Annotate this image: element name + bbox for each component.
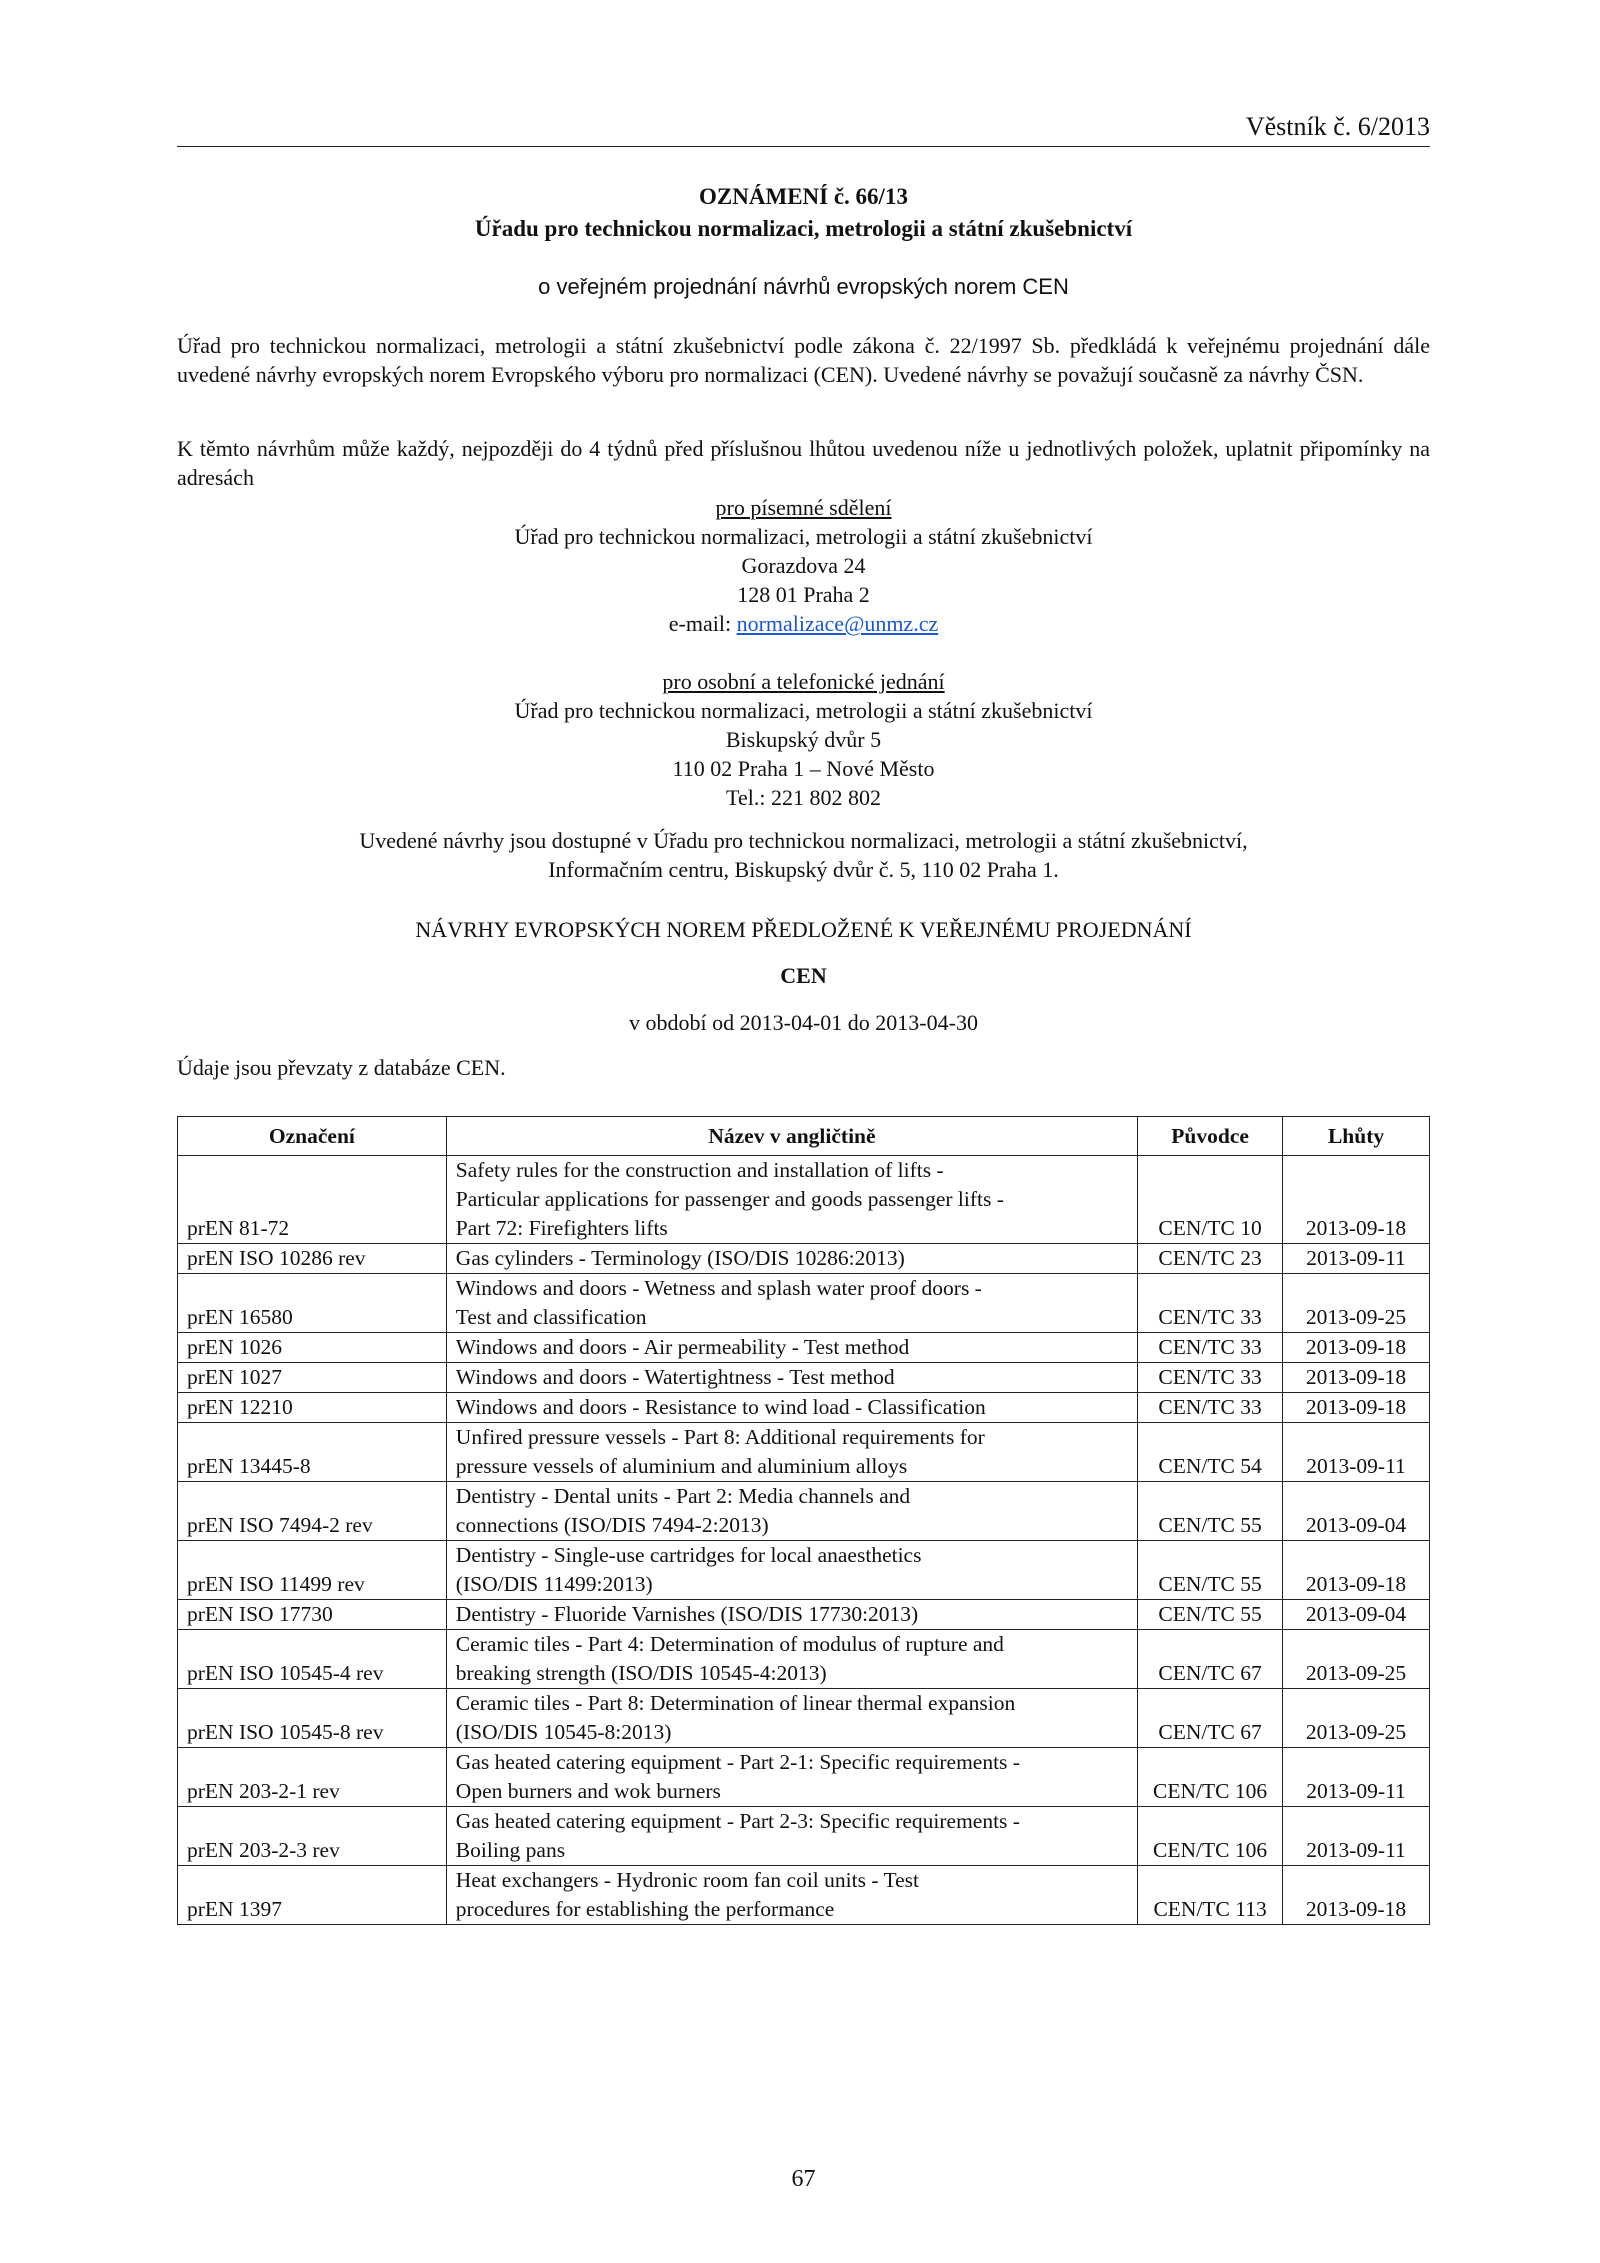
email-label: e-mail:: [668, 611, 737, 636]
intro-paragraph: Úřad pro technickou normalizaci, metrologii a státní zkušebnictví podle zákona č. 22/1997 Sb. předkládá k veřejnému projednání dále uvedené návrhy evropských norem Evropského výboru pro normalizaci (CEN). Uvedené návrhy se považují současně za návrhy ČSN.: [177, 333, 1430, 387]
written-contact-heading-text: pro písemné sdělení: [715, 495, 892, 520]
personal-address-line: Úřad pro technickou normalizaci, metrologii a státní zkušebnictví: [514, 698, 1093, 723]
notice-subtitle: Úřadu pro technickou normalizaci, metrologii a státní zkušebnictví: [474, 216, 1133, 241]
title-line: Windows and doors - Wetness and splash water proof doors -: [455, 1276, 982, 1300]
cell-english-title: [446, 1541, 1137, 1600]
personal-address-line: 110 02 Praha 1 – Nové Město: [672, 756, 935, 781]
table-row: [178, 1333, 1430, 1363]
cell-originator: CEN/TC 10: [1138, 1156, 1283, 1244]
table-row: [178, 1630, 1430, 1689]
comments-paragraph: K těmto návrhům může každý, nejpozději do 4 týdnů před příslušnou lhůtou uvedenou níže u jednotlivých položek, uplatnit připomínky na adresách: [177, 436, 1430, 490]
cell-deadline: 2013-09-04: [1283, 1600, 1430, 1630]
title-line: Ceramic tiles - Part 8: Determination of linear thermal expansion: [455, 1691, 1016, 1715]
cell-deadline: 2013-09-18: [1283, 1541, 1430, 1600]
cell-originator: CEN/TC 23: [1138, 1244, 1283, 1274]
table-row: [178, 1689, 1430, 1748]
cell-deadline: 2013-09-11: [1283, 1423, 1430, 1482]
cell-designation: prEN 12210: [178, 1393, 447, 1423]
cell-deadline: 2013-09-11: [1283, 1807, 1430, 1866]
cell-designation: prEN ISO 7494-2 rev: [178, 1482, 447, 1541]
title-line: Part 72: Firefighters lifts: [455, 1216, 668, 1240]
cell-designation: prEN ISO 17730: [178, 1600, 447, 1630]
cell-english-title: [446, 1156, 1137, 1244]
table-row: [178, 1600, 1430, 1630]
cell-designation: prEN ISO 11499 rev: [178, 1541, 447, 1600]
section-org: CEN: [780, 963, 827, 988]
personal-contact-heading: [177, 667, 1430, 696]
title-line: Gas heated catering equipment - Part 2-1: Specific requirements -: [455, 1750, 1020, 1774]
cell-originator: CEN/TC 67: [1138, 1630, 1283, 1689]
email-link[interactable]: normalizace@unmz.cz: [736, 611, 939, 636]
cell-deadline: 2013-09-18: [1283, 1866, 1430, 1925]
table-row: [178, 1866, 1430, 1925]
cell-english-title: [446, 1807, 1137, 1866]
table-header-row: [178, 1117, 1430, 1156]
cell-designation: prEN 13445-8: [178, 1423, 447, 1482]
notice-about: o veřejném projednání návrhů evropských norem CEN: [538, 274, 1069, 299]
cell-originator: CEN/TC 106: [1138, 1748, 1283, 1807]
personal-contact-heading-text: pro osobní a telefonické jednání: [662, 669, 945, 694]
personal-phone-line: Tel.: 221 802 802: [726, 785, 881, 810]
cell-deadline: 2013-09-11: [1283, 1748, 1430, 1807]
title-line: Gas cylinders - Terminology (ISO/DIS 10286:2013): [455, 1246, 905, 1270]
title-line: Particular applications for passenger and goods passenger lifts -: [455, 1187, 1004, 1211]
cell-english-title: [446, 1423, 1137, 1482]
availability-line: Informačním centru, Biskupský dvůr č. 5, 110 02 Praha 1.: [548, 857, 1059, 882]
title-line: Dentistry - Dental units - Part 2: Media channels and: [455, 1484, 911, 1508]
table-body: [178, 1156, 1430, 1925]
column-header-deadline: Lhůty: [1283, 1117, 1430, 1156]
cell-designation: prEN 1397: [178, 1866, 447, 1925]
written-address-line: Gorazdova 24: [741, 553, 866, 578]
table-row: [178, 1482, 1430, 1541]
cell-english-title: [446, 1866, 1137, 1925]
cell-originator: CEN/TC 33: [1138, 1274, 1283, 1333]
table-row: [178, 1541, 1430, 1600]
cell-english-title: [446, 1363, 1137, 1393]
cell-originator: CEN/TC 33: [1138, 1333, 1283, 1363]
data-source-note: Údaje jsou převzaty z databáze CEN.: [177, 1055, 506, 1080]
column-header-designation: Označení: [178, 1117, 447, 1156]
title-line: procedures for establishing the performance: [455, 1897, 835, 1921]
written-email-line: [177, 609, 1430, 638]
title-line: Unfired pressure vessels - Part 8: Additional requirements for: [455, 1425, 985, 1449]
cell-designation: prEN 81-72: [178, 1156, 447, 1244]
cell-english-title: [446, 1689, 1137, 1748]
cell-deadline: 2013-09-25: [1283, 1274, 1430, 1333]
cell-originator: CEN/TC 55: [1138, 1541, 1283, 1600]
cell-deadline: 2013-09-04: [1283, 1482, 1430, 1541]
written-address-line: 128 01 Praha 2: [737, 582, 870, 607]
cell-originator: CEN/TC 54: [1138, 1423, 1283, 1482]
notice-title: OZNÁMENÍ č. 66/13: [699, 184, 908, 209]
cell-originator: CEN/TC 33: [1138, 1393, 1283, 1423]
cell-english-title: [446, 1333, 1137, 1363]
table-row: [178, 1363, 1430, 1393]
cell-originator: CEN/TC 55: [1138, 1600, 1283, 1630]
title-line: Boiling pans: [455, 1838, 566, 1862]
page-number: 67: [791, 2166, 816, 2192]
document-page: [177, 0, 1430, 2263]
cell-originator: CEN/TC 67: [1138, 1689, 1283, 1748]
cell-deadline: 2013-09-18: [1283, 1363, 1430, 1393]
cell-english-title: [446, 1748, 1137, 1807]
cell-originator: CEN/TC 113: [1138, 1866, 1283, 1925]
title-line: Dentistry - Fluoride Varnishes (ISO/DIS 17730:2013): [455, 1602, 919, 1626]
title-line: Open burners and wok burners: [455, 1779, 721, 1803]
title-line: Gas heated catering equipment - Part 2-3: Specific requirements -: [455, 1809, 1020, 1833]
title-line: Safety rules for the construction and installation of lifts -: [455, 1158, 944, 1182]
cell-deadline: 2013-09-18: [1283, 1156, 1430, 1244]
journal-issue: Věstník č. 6/2013: [1245, 112, 1430, 141]
cell-english-title: [446, 1244, 1137, 1274]
title-line: Test and classification: [455, 1305, 647, 1329]
table-row: [178, 1423, 1430, 1482]
cell-english-title: [446, 1482, 1137, 1541]
title-line: (ISO/DIS 11499:2013): [455, 1572, 653, 1596]
table-row: [178, 1807, 1430, 1866]
title-line: Heat exchangers - Hydronic room fan coil units - Test: [455, 1868, 919, 1892]
title-line: connections (ISO/DIS 7494-2:2013): [455, 1513, 769, 1537]
column-header-originator: Původce: [1138, 1117, 1283, 1156]
table-row: [178, 1748, 1430, 1807]
cell-originator: CEN/TC 106: [1138, 1807, 1283, 1866]
header-rule: [177, 146, 1430, 147]
cell-deadline: 2013-09-25: [1283, 1630, 1430, 1689]
cell-designation: prEN 16580: [178, 1274, 447, 1333]
written-address-line: Úřad pro technickou normalizaci, metrologii a státní zkušebnictví: [514, 524, 1093, 549]
personal-address-line: Biskupský dvůr 5: [725, 727, 882, 752]
cell-designation: prEN 203-2-3 rev: [178, 1807, 447, 1866]
cell-deadline: 2013-09-18: [1283, 1333, 1430, 1363]
cell-english-title: [446, 1600, 1137, 1630]
written-contact-heading: [177, 493, 1430, 522]
table-row: [178, 1274, 1430, 1333]
cell-designation: prEN 1027: [178, 1363, 447, 1393]
title-line: Windows and doors - Air permeability - Test method: [455, 1335, 910, 1359]
section-period: v období od 2013-04-01 do 2013-04-30: [629, 1010, 978, 1035]
title-line: Ceramic tiles - Part 4: Determination of modulus of rupture and: [455, 1632, 1004, 1656]
cell-deadline: 2013-09-18: [1283, 1393, 1430, 1423]
cell-designation: prEN 1026: [178, 1333, 447, 1363]
cell-deadline: 2013-09-25: [1283, 1689, 1430, 1748]
standards-table: [177, 1116, 1430, 1925]
title-line: pressure vessels of aluminium and aluminium alloys: [455, 1454, 908, 1478]
cell-designation: prEN ISO 10286 rev: [178, 1244, 447, 1274]
title-line: Windows and doors - Watertightness - Test method: [455, 1365, 895, 1389]
table-row: [178, 1244, 1430, 1274]
cell-designation: prEN 203-2-1 rev: [178, 1748, 447, 1807]
table-row: [178, 1156, 1430, 1244]
cell-english-title: [446, 1393, 1137, 1423]
cell-english-title: [446, 1274, 1137, 1333]
cell-designation: prEN ISO 10545-4 rev: [178, 1630, 447, 1689]
availability-line: Uvedené návrhy jsou dostupné v Úřadu pro technickou normalizaci, metrologii a státní zkušebnictví,: [359, 828, 1248, 853]
cell-originator: CEN/TC 55: [1138, 1482, 1283, 1541]
title-line: Windows and doors - Resistance to wind load - Classification: [455, 1395, 986, 1419]
table-row: [178, 1393, 1430, 1423]
section-heading: NÁVRHY EVROPSKÝCH NOREM PŘEDLOŽENÉ K VEŘEJNÉMU PROJEDNÁNÍ: [415, 917, 1192, 942]
title-line: Dentistry - Single-use cartridges for local anaesthetics: [455, 1543, 922, 1567]
cell-designation: prEN ISO 10545-8 rev: [178, 1689, 447, 1748]
title-line: (ISO/DIS 10545-8:2013): [455, 1720, 672, 1744]
column-header-english-title: Název v angličtině: [446, 1117, 1137, 1156]
cell-originator: CEN/TC 33: [1138, 1363, 1283, 1393]
cell-deadline: 2013-09-11: [1283, 1244, 1430, 1274]
cell-english-title: [446, 1630, 1137, 1689]
title-line: breaking strength (ISO/DIS 10545-4:2013): [455, 1661, 827, 1685]
